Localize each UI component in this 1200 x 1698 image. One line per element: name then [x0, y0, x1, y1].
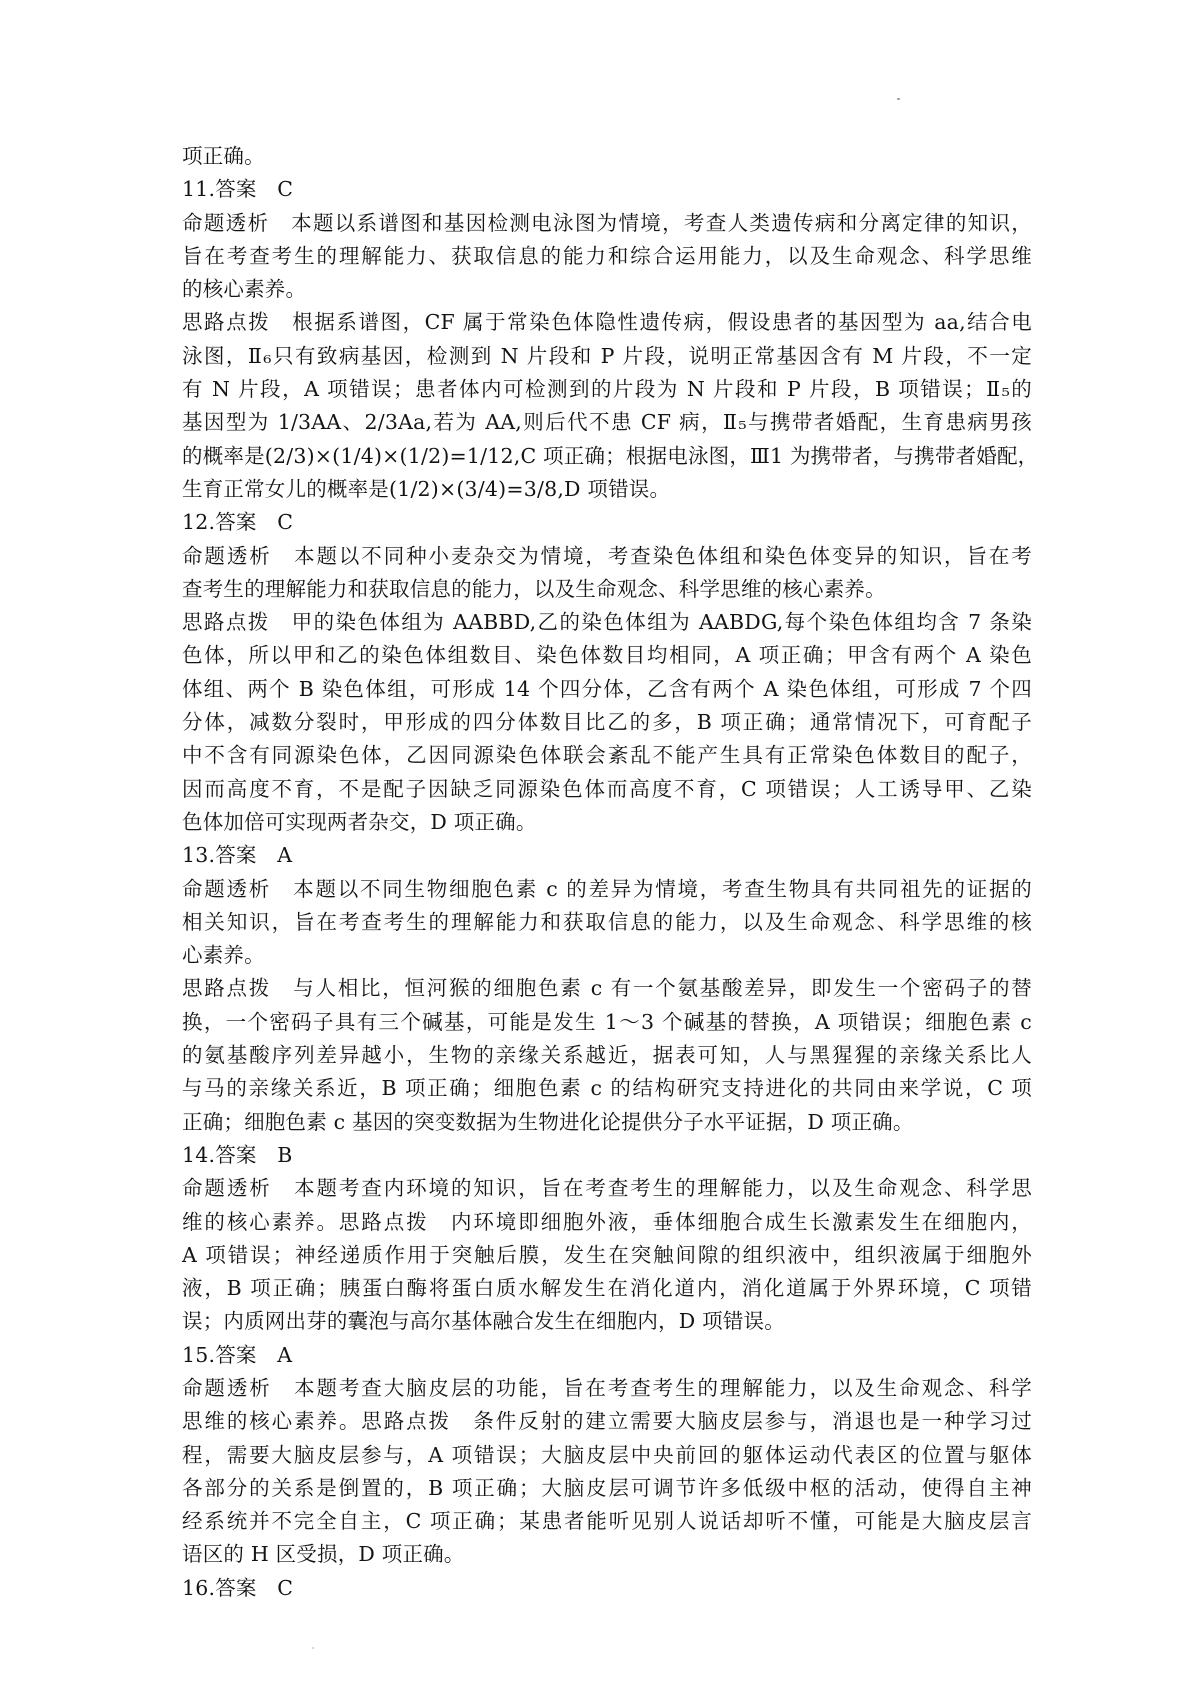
text-line: 正确；细胞色素 c 基因的突变数据为生物进化论提供分子水平证据，D 项正确。 [182, 1109, 914, 1134]
text-line: 体组、两个 B 染色体组，可形成 14 个四分体，乙含有两个 A 染色体组，可形成 7 个四 [182, 676, 1032, 701]
answer-explanation-text [182, 140, 1039, 1605]
text-line: 思路点拨 与人相比，恒河猴的细胞色素 c 有一个氨基酸差异，即发生一个密码子的替 [182, 976, 1032, 1001]
text-line: 色体加倍可实现两者杂交，D 项正确。 [182, 809, 537, 834]
text-line: 12.答案 C [182, 510, 294, 535]
text-line: 误；内质网出芽的囊泡与高尔基体融合发生在细胞内，D 项错误。 [182, 1309, 785, 1334]
text-line: 色体，所以甲和乙的染色体组数目、染色体数目均相同，A 项正确；甲含有两个 A 染色 [182, 643, 1032, 668]
text-line: 命题透析 本题考查内环境的知识，旨在考查考生的理解能力，以及生命观念、科学思 [182, 1176, 1032, 1201]
text-line: 生育正常女儿的概率是(1/2)×(3/4)=3/8,D 项错误。 [182, 476, 671, 501]
text-line: 查考生的理解能力和获取信息的能力，以及生命观念、科学思维的核心素养。 [182, 576, 886, 601]
text-line: 与马的亲缘关系近，B 项正确；细胞色素 c 的结构研究支持进化的共同由来学说，C 项 [182, 1076, 1032, 1101]
text-line: 泳图，Ⅱ₆只有致病基因，检测到 N 片段和 P 片段，说明正常基因含有 M 片段，不一定 [182, 343, 1032, 368]
text-line: 的氨基酸序列差异越小，生物的亲缘关系越近，据表可知，人与黑猩猩的亲缘关系比人 [182, 1043, 1032, 1068]
text-line: 15.答案 A [182, 1342, 293, 1367]
text-line: 11.答案 C [182, 177, 294, 202]
scan-speck-bottom [312, 1647, 314, 1649]
text-line: 有 N 片段，A 项错误；患者体内可检测到的片段为 N 片段和 P 片段，B 项错误；Ⅱ₅的 [182, 377, 1032, 402]
text-line: 基因型为 1/3AA、2/3Aa,若为 AA,则后代不患 CF 病，Ⅱ₅与携带者婚配，生育患病男孩 [182, 410, 1032, 435]
text-line: 思路点拨 根据系谱图，CF 属于常染色体隐性遗传病，假设患者的基因型为 aa,结合电 [182, 310, 1032, 335]
text-line: 13.答案 A [182, 843, 293, 868]
text-line: 语区的 H 区受损，D 项正确。 [182, 1542, 465, 1567]
text-line: 思路点拨 甲的染色体组为 AABBD,乙的染色体组为 AABDG,每个染色体组均含 7 条染 [182, 610, 1032, 635]
text-line: 分体，减数分裂时，甲形成的四分体数目比乙的多，B 项正确；通常情况下，可育配子 [182, 710, 1032, 735]
text-line: 16.答案 C [182, 1575, 294, 1600]
text-line: 中不含有同源染色体，乙因同源染色体联会紊乱不能产生具有正常染色体数目的配子， [182, 743, 1032, 768]
text-line: 旨在考查考生的理解能力、获取信息的能力和综合运用能力，以及生命观念、科学思维 [182, 243, 1032, 268]
text-line: 14.答案 B [182, 1142, 293, 1167]
text-line: A 项错误；神经递质作用于突触后膜，发生在突触间隙的组织液中，组织液属于细胞外 [182, 1242, 1032, 1267]
text-line: 命题透析 本题以系谱图和基因检测电泳图为情境，考查人类遗传病和分离定律的知识， [182, 210, 1032, 235]
text-line: 各部分的关系是倒置的，B 项正确；大脑皮层可调节许多低级中枢的活动，使得自主神 [182, 1475, 1032, 1500]
text-line: 液，B 项正确；胰蛋白酶将蛋白质水解发生在消化道内，消化道属于外界环境，C 项错 [182, 1276, 1032, 1301]
text-line: 心素养。 [182, 943, 265, 968]
text-line: 命题透析 本题考查大脑皮层的功能，旨在考查考生的理解能力，以及生命观念、科学 [182, 1375, 1032, 1400]
text-line: 维的核心素养。思路点拨 内环境即细胞外液，垂体细胞合成生长激素发生在细胞内， [182, 1209, 1032, 1234]
text-line: 的概率是(2/3)×(1/4)×(1/2)=1/12,C 项正确；根据电泳图，Ⅲ1 为携带者，与携带者婚配， [182, 443, 1039, 468]
text-line: 因而高度不育，不是配子因缺乏同源染色体而高度不育，C 项错误；人工诱导甲、乙染 [182, 776, 1032, 801]
text-line: 经系统并不完全自主，C 项正确；某患者能听见别人说话却听不懂，可能是大脑皮层言 [182, 1509, 1032, 1534]
scan-speck-top [897, 98, 900, 100]
text-line: 思维的核心素养。思路点拨 条件反射的建立需要大脑皮层参与，消退也是一种学习过 [182, 1409, 1032, 1434]
text-line: 相关知识，旨在考查考生的理解能力和获取信息的能力，以及生命观念、科学思维的核 [182, 909, 1032, 934]
text-line: 的核心素养。 [182, 277, 307, 302]
text-line: 换，一个密码子具有三个碱基，可能是发生 1～3 个碱基的替换，A 项错误；细胞色素 c [182, 1009, 1032, 1034]
text-line: 项正确。 [182, 144, 265, 168]
text-line: 命题透析 本题以不同种小麦杂交为情境，考查染色体组和染色体变异的知识，旨在考 [182, 543, 1032, 568]
text-line: 命题透析 本题以不同生物细胞色素 c 的差异为情境，考查生物具有共同祖先的证据的 [182, 876, 1032, 901]
text-line: 程，需要大脑皮层参与，A 项错误；大脑皮层中央前回的躯体运动代表区的位置与躯体 [182, 1442, 1032, 1467]
